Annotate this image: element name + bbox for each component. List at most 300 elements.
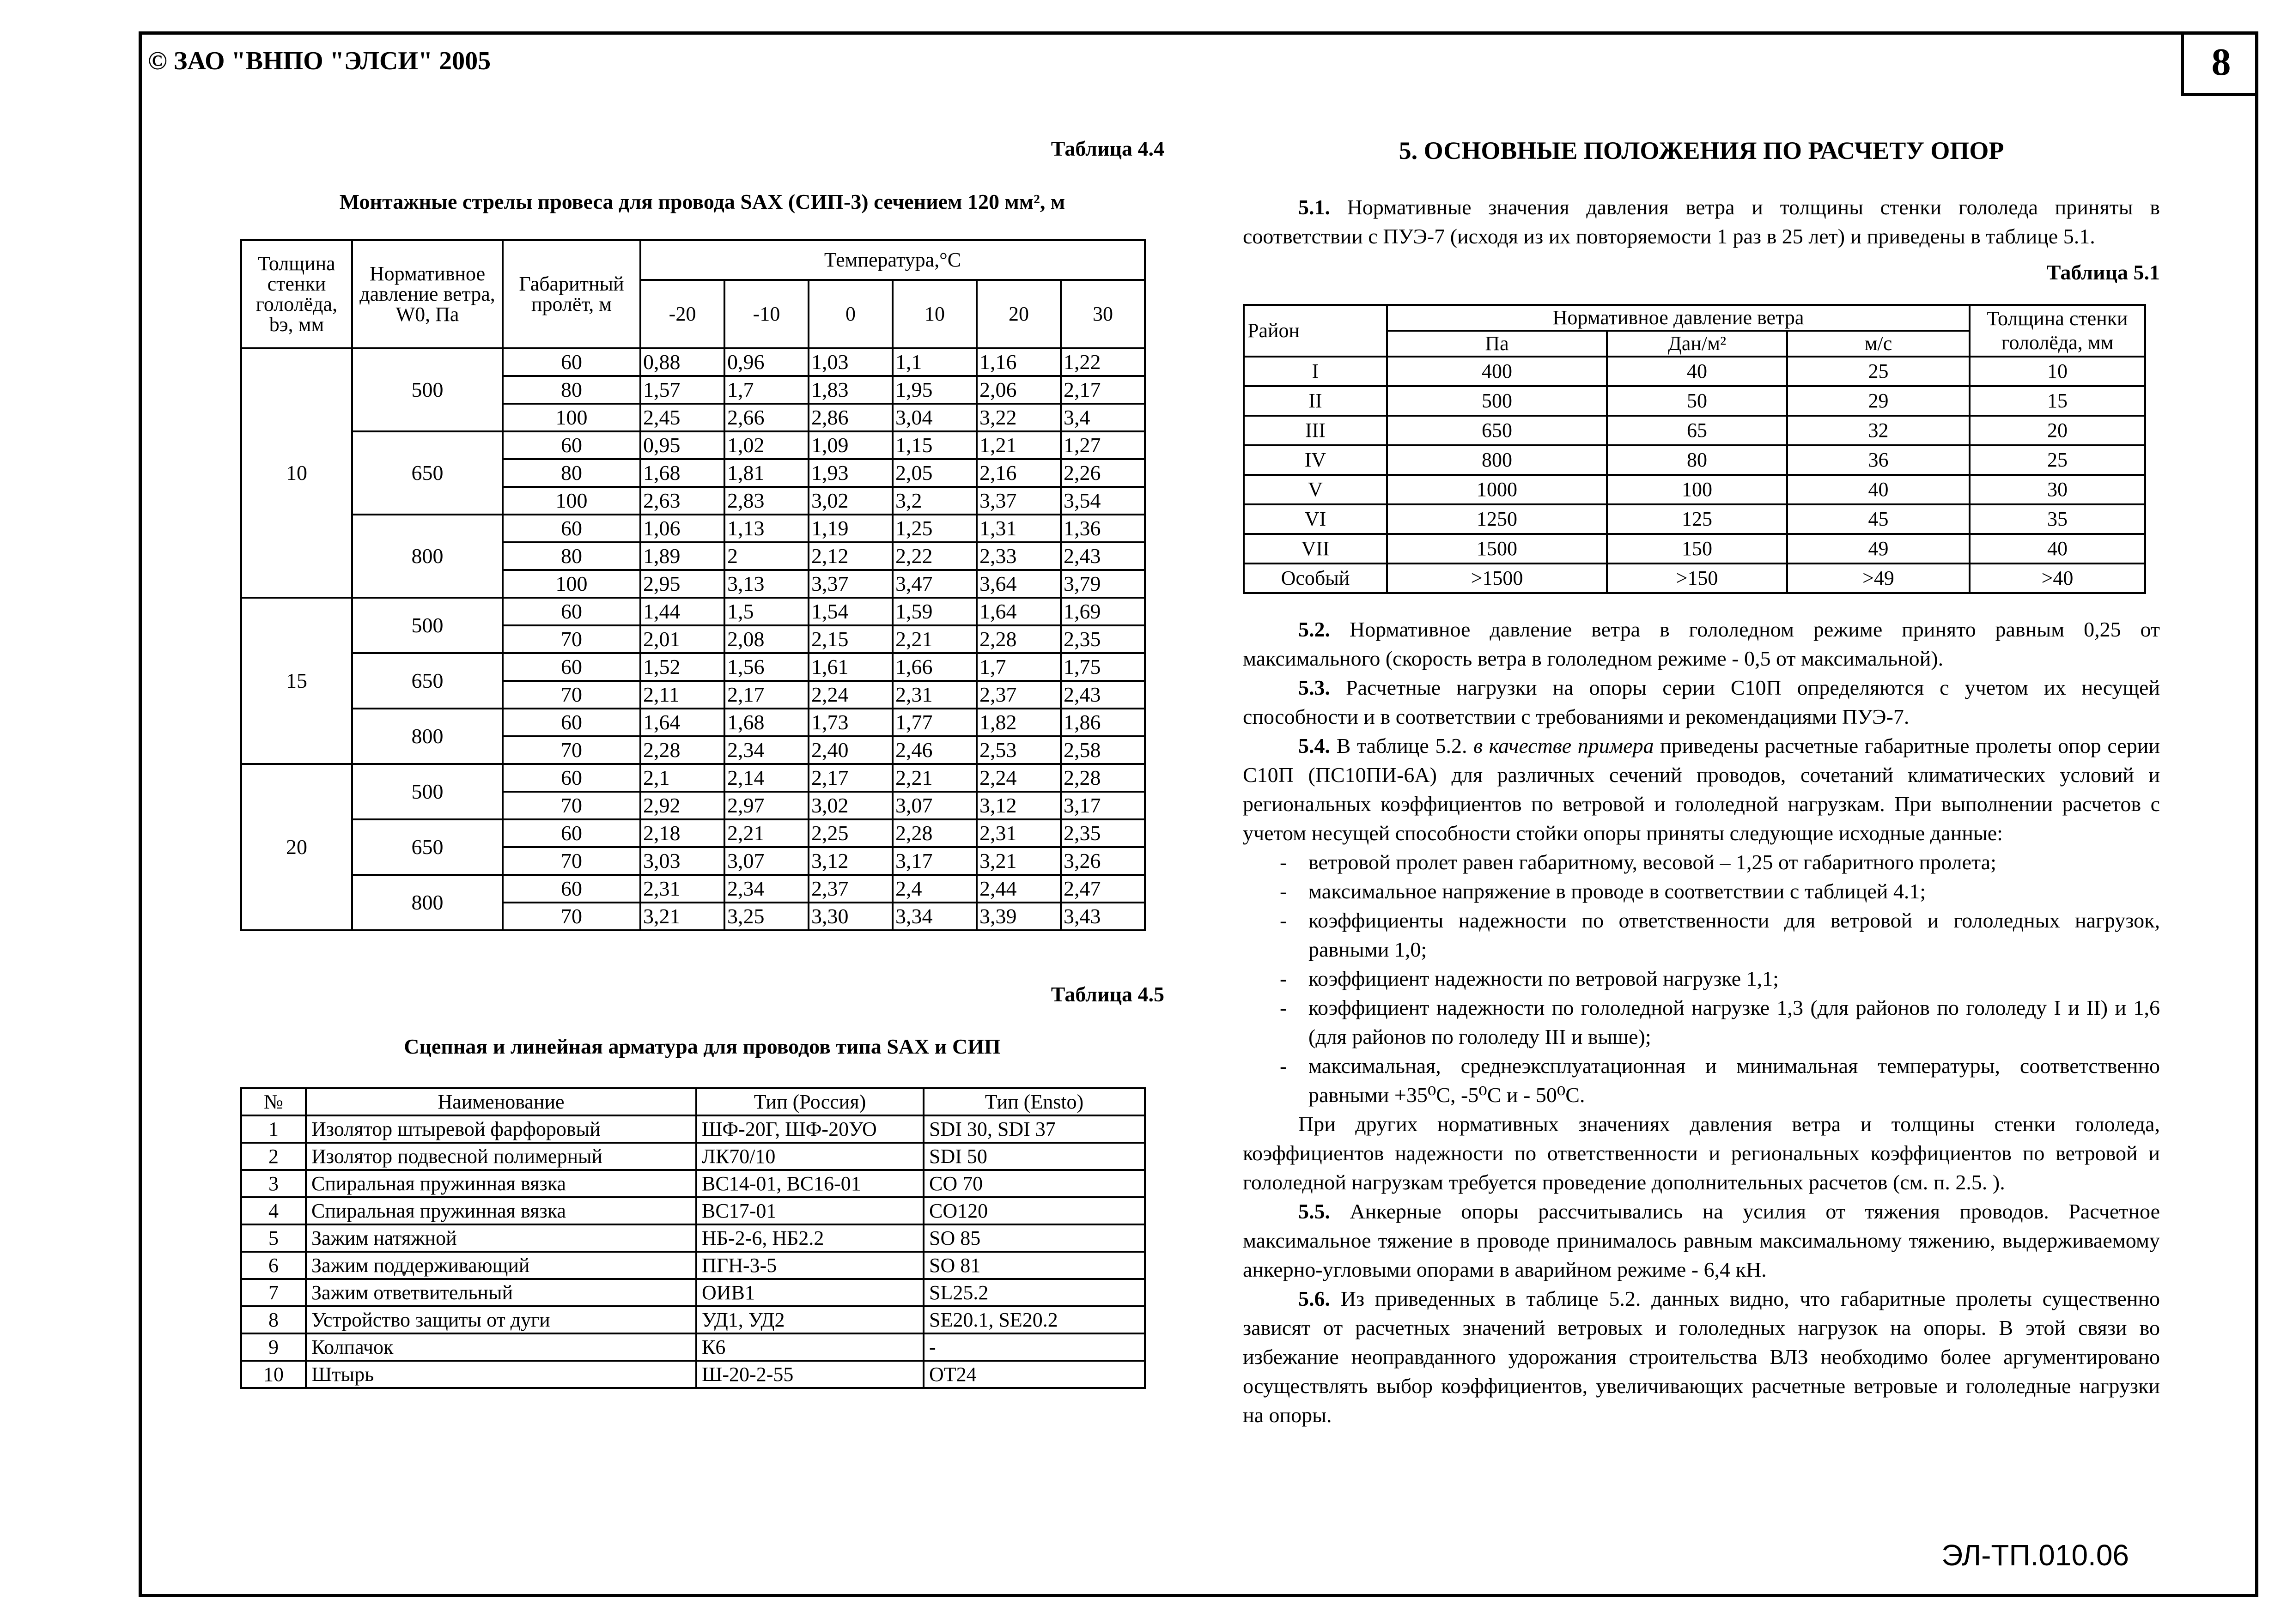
table-4-5-cell: 1 bbox=[241, 1115, 306, 1143]
span-cell: 60 bbox=[503, 819, 640, 847]
paragraph-5-2 bbox=[1243, 615, 2160, 673]
sag-value-cell: 3,17 bbox=[1061, 792, 1145, 819]
col-span-header bbox=[503, 240, 640, 348]
sag-value-cell: 3,26 bbox=[1061, 847, 1145, 875]
table-5-1-cell: VI bbox=[1244, 504, 1387, 534]
sag-value-cell: 2 bbox=[724, 542, 809, 570]
table-row bbox=[241, 1115, 1145, 1143]
span-cell: 60 bbox=[503, 431, 640, 459]
table-5-1-cell: V bbox=[1244, 475, 1387, 504]
sag-value-cell: 3,54 bbox=[1061, 487, 1145, 515]
span-cell: 70 bbox=[503, 792, 640, 819]
copyright-header: © ЗАО "ВНПО "ЭЛСИ" 2005 bbox=[148, 47, 491, 75]
sag-value-cell: 2,15 bbox=[809, 625, 893, 653]
col-ms-header: м/с bbox=[1787, 331, 1970, 357]
table-4-5-cell: 5 bbox=[241, 1224, 306, 1252]
table-row bbox=[1244, 357, 2145, 386]
list-item: - коэффициенты надежности по ответственности для ветровой и гололедных нагрузок, равными 1,0; bbox=[1280, 906, 2160, 964]
sag-value-cell: 3,37 bbox=[809, 570, 893, 598]
table-4-5-cell: CO120 bbox=[924, 1197, 1145, 1224]
p54-text-a: В таблице 5.2. bbox=[1330, 734, 1474, 757]
sag-value-cell: 3,37 bbox=[977, 487, 1061, 515]
table-4-5 bbox=[240, 1087, 1146, 1389]
p53-text: Расчетные нагрузки на опоры серии С10П определяются с учетом их несущей способности и в соответствии с требованиями и рекомендациями ПУЭ-7. bbox=[1243, 676, 2160, 728]
sag-value-cell: 1,69 bbox=[1061, 598, 1145, 625]
table-4-5-cell: - bbox=[924, 1333, 1145, 1361]
list-item: - ветровой пролет равен габаритному, весовой – 1,25 от габаритного пролета; bbox=[1280, 848, 2160, 877]
sag-value-cell: 1,36 bbox=[1061, 515, 1145, 542]
sag-value-cell: 2,28 bbox=[1061, 764, 1145, 792]
table-5-1-cell: 40 bbox=[1787, 475, 1970, 504]
wind-pressure-cell: 500 bbox=[352, 598, 503, 653]
span-cell: 70 bbox=[503, 847, 640, 875]
sag-value-cell: 1,54 bbox=[809, 598, 893, 625]
sag-value-cell: 1,93 bbox=[809, 459, 893, 487]
sag-value-cell: 2,37 bbox=[809, 875, 893, 903]
col-wind-text: Нормативное давление ветра, W0, Па bbox=[359, 262, 495, 326]
sag-value-cell: 3,64 bbox=[977, 570, 1061, 598]
col-dan-header: Дан/м² bbox=[1607, 331, 1787, 357]
paragraph-5-3 bbox=[1243, 673, 2160, 731]
p51-text: Нормативные значения давления ветра и толщины стенки гололеда приняты в соответствии с ПУЭ-7 (исходя из их повторяемости 1 раз в 25 лет) и приведены в таблице 5.1. bbox=[1243, 195, 2160, 248]
span-cell: 60 bbox=[503, 875, 640, 903]
sag-value-cell: 1,83 bbox=[809, 376, 893, 404]
sag-value-cell: 3,12 bbox=[809, 847, 893, 875]
wind-pressure-cell: 650 bbox=[352, 653, 503, 709]
table-row bbox=[241, 598, 1145, 625]
sag-value-cell: 0,88 bbox=[640, 348, 724, 376]
sag-value-cell: 1,68 bbox=[640, 459, 724, 487]
ice-thickness-cell: 15 bbox=[241, 598, 352, 764]
table-4-5-title: Сцепная и линейная арматура для проводов типа SAX и СИП bbox=[404, 1035, 1001, 1058]
table-5-1-cell: 25 bbox=[1787, 357, 1970, 386]
sag-value-cell: 3,25 bbox=[724, 903, 809, 930]
sag-value-cell: 1,75 bbox=[1061, 653, 1145, 681]
table-4-5-header: Тип (Ensto) bbox=[924, 1088, 1145, 1115]
sag-value-cell: 2,35 bbox=[1061, 625, 1145, 653]
table-5-1-cell: 150 bbox=[1607, 534, 1787, 564]
section-5-title: 5. ОСНОВНЫЕ ПОЛОЖЕНИЯ ПО РАСЧЕТУ ОПОР bbox=[1399, 137, 2004, 164]
table-5-1-cell: 40 bbox=[1970, 534, 2145, 564]
span-cell: 70 bbox=[503, 681, 640, 709]
table-5-1-cell: IV bbox=[1244, 445, 1387, 475]
table-4-5-cell: Штырь bbox=[306, 1361, 696, 1388]
table-4-5-cell: 9 bbox=[241, 1333, 306, 1361]
table-5-1-cell: 35 bbox=[1970, 504, 2145, 534]
wind-pressure-cell: 800 bbox=[352, 875, 503, 930]
span-cell: 100 bbox=[503, 570, 640, 598]
table-5-1-cell: II bbox=[1244, 386, 1387, 416]
table-5-1-cell: 400 bbox=[1387, 357, 1607, 386]
ice-thickness-cell: 10 bbox=[241, 348, 352, 598]
col-ice-header bbox=[241, 240, 352, 348]
sag-value-cell: 2,14 bbox=[724, 764, 809, 792]
sag-value-cell: 1,15 bbox=[893, 431, 977, 459]
sag-value-cell: 2,25 bbox=[809, 819, 893, 847]
sag-value-cell: 3,07 bbox=[724, 847, 809, 875]
table-5-1-cell: Особый bbox=[1244, 564, 1387, 593]
sag-value-cell: 1,06 bbox=[640, 515, 724, 542]
table-row bbox=[241, 431, 1145, 459]
sag-value-cell: 2,1 bbox=[640, 764, 724, 792]
table-5-1-cell: 45 bbox=[1787, 504, 1970, 534]
table-5-1-cell: >49 bbox=[1787, 564, 1970, 593]
table-4-5-cell: SDI 50 bbox=[924, 1143, 1145, 1170]
table-row bbox=[1244, 386, 2145, 416]
sag-value-cell: 3,43 bbox=[1061, 903, 1145, 930]
sag-value-cell: 1,7 bbox=[724, 376, 809, 404]
sag-value-cell: 2,16 bbox=[977, 459, 1061, 487]
paragraph-other: При других нормативных значениях давления ветра и толщины стенки гололеда, коэффициентов надежности по ответственности и региональных коэффициентов по ветровой и гололедной нагрузкам требуется проведение дополнительных расчетов (см. п. 2.5. ). bbox=[1243, 1112, 2160, 1194]
sag-value-cell: 1,25 bbox=[893, 515, 977, 542]
sag-value-cell: 3,21 bbox=[640, 903, 724, 930]
sag-value-cell: 2,53 bbox=[977, 736, 1061, 764]
table-5-1-cell: 30 bbox=[1970, 475, 2145, 504]
wind-pressure-cell: 500 bbox=[352, 348, 503, 431]
sag-value-cell: 2,05 bbox=[893, 459, 977, 487]
sag-value-cell: 3,34 bbox=[893, 903, 977, 930]
col-wind-pressure-header: Нормативное давление ветра bbox=[1387, 305, 1970, 331]
sag-value-cell: 3,02 bbox=[809, 487, 893, 515]
table-4-5-cell: ПГН-3-5 bbox=[696, 1252, 924, 1279]
sag-value-cell: 2,43 bbox=[1061, 542, 1145, 570]
sag-value-cell: 2,63 bbox=[640, 487, 724, 515]
sag-value-cell: 2,17 bbox=[1061, 376, 1145, 404]
table-row bbox=[241, 1170, 1145, 1197]
table-5-1-cell: >40 bbox=[1970, 564, 2145, 593]
sag-value-cell: 2,44 bbox=[977, 875, 1061, 903]
sag-value-cell: 3,47 bbox=[893, 570, 977, 598]
span-cell: 60 bbox=[503, 515, 640, 542]
sag-value-cell: 1,64 bbox=[640, 709, 724, 736]
sag-value-cell: 2,92 bbox=[640, 792, 724, 819]
table-row bbox=[241, 764, 1145, 792]
sag-value-cell: 2,21 bbox=[724, 819, 809, 847]
table-4-5-cell: К6 bbox=[696, 1333, 924, 1361]
table-4-5-cell: SO 85 bbox=[924, 1224, 1145, 1252]
temp-header: -20 bbox=[640, 280, 724, 348]
sag-value-cell: 1,59 bbox=[893, 598, 977, 625]
sag-value-cell: 3,4 bbox=[1061, 404, 1145, 431]
sag-value-cell: 1,21 bbox=[977, 431, 1061, 459]
span-cell: 100 bbox=[503, 404, 640, 431]
table-4-5-cell: ВС14-01, ВС16-01 bbox=[696, 1170, 924, 1197]
span-cell: 100 bbox=[503, 487, 640, 515]
table-row bbox=[241, 515, 1145, 542]
span-cell: 80 bbox=[503, 376, 640, 404]
sag-value-cell: 2,21 bbox=[893, 764, 977, 792]
sag-value-cell: 2,33 bbox=[977, 542, 1061, 570]
table-5-1-cell: VII bbox=[1244, 534, 1387, 564]
sag-value-cell: 2,83 bbox=[724, 487, 809, 515]
table-4-5-cell: ШФ-20Г, ШФ-20УО bbox=[696, 1115, 924, 1143]
sag-value-cell: 2,34 bbox=[724, 736, 809, 764]
paragraph-5-6 bbox=[1243, 1284, 2160, 1430]
table-row bbox=[241, 1252, 1145, 1279]
sag-value-cell: 1,13 bbox=[724, 515, 809, 542]
sag-value-cell: 1,89 bbox=[640, 542, 724, 570]
p53-num: 5.3. bbox=[1298, 676, 1330, 699]
table-5-1-cell: >150 bbox=[1607, 564, 1787, 593]
table-4-5-cell: CO 70 bbox=[924, 1170, 1145, 1197]
table-5-1-cell: 15 bbox=[1970, 386, 2145, 416]
table-row bbox=[1244, 504, 2145, 534]
sag-value-cell: 2,26 bbox=[1061, 459, 1145, 487]
sag-value-cell: 1,52 bbox=[640, 653, 724, 681]
ice-thickness-cell: 20 bbox=[241, 764, 352, 930]
table-5-1-cell: 65 bbox=[1607, 416, 1787, 445]
table-row bbox=[1244, 475, 2145, 504]
table-row bbox=[1244, 445, 2145, 475]
table-5-1-cell: 100 bbox=[1607, 475, 1787, 504]
sag-value-cell: 2,97 bbox=[724, 792, 809, 819]
sag-value-cell: 2,28 bbox=[893, 819, 977, 847]
wind-pressure-cell: 800 bbox=[352, 709, 503, 764]
table-4-5-cell: Ш-20-2-55 bbox=[696, 1361, 924, 1388]
table-4-5-cell: 2 bbox=[241, 1143, 306, 1170]
sag-value-cell: 3,07 bbox=[893, 792, 977, 819]
sag-value-cell: 3,02 bbox=[809, 792, 893, 819]
list-item: - максимальная, среднеэксплуатационная и минимальная температуры, соответственно равными +35⁰С, -5⁰С и - 50⁰С. bbox=[1280, 1051, 2160, 1109]
col-pa-header: Па bbox=[1387, 331, 1607, 357]
table-row bbox=[241, 1143, 1145, 1170]
sag-value-cell: 2,08 bbox=[724, 625, 809, 653]
sag-value-cell: 3,79 bbox=[1061, 570, 1145, 598]
sag-value-cell: 2,40 bbox=[809, 736, 893, 764]
span-cell: 60 bbox=[503, 598, 640, 625]
table-row bbox=[241, 819, 1145, 847]
sag-value-cell: 1,57 bbox=[640, 376, 724, 404]
sag-value-cell: 1,1 bbox=[893, 348, 977, 376]
table-4-5-cell: 4 bbox=[241, 1197, 306, 1224]
sag-value-cell: 2,01 bbox=[640, 625, 724, 653]
table-4-5-cell: SE20.1, SE20.2 bbox=[924, 1306, 1145, 1333]
table-4-5-cell: Изолятор штыревой фарфоровый bbox=[306, 1115, 696, 1143]
paragraph-5-1 bbox=[1243, 193, 2160, 251]
paragraph-5-4 bbox=[1243, 731, 2160, 848]
table-row bbox=[241, 653, 1145, 681]
sag-value-cell: 2,86 bbox=[809, 404, 893, 431]
sag-value-cell: 2,34 bbox=[724, 875, 809, 903]
table-row bbox=[1244, 416, 2145, 445]
table-4-5-cell: 8 bbox=[241, 1306, 306, 1333]
sag-value-cell: 2,45 bbox=[640, 404, 724, 431]
table-5-1-cell: 40 bbox=[1607, 357, 1787, 386]
sag-value-cell: 3,30 bbox=[809, 903, 893, 930]
table-4-5-cell: Спиральная пружинная вязка bbox=[306, 1197, 696, 1224]
sag-value-cell: 3,39 bbox=[977, 903, 1061, 930]
span-cell: 70 bbox=[503, 736, 640, 764]
sag-value-cell: 2,18 bbox=[640, 819, 724, 847]
table-4-5-header: Тип (Россия) bbox=[696, 1088, 924, 1115]
sag-value-cell: 1,68 bbox=[724, 709, 809, 736]
p52-text: Нормативное давление ветра в гололедном режиме принято равным 0,25 от максимального (скорость ветра в гололедном режиме - 0,5 от максимальной). bbox=[1243, 618, 2160, 670]
list-item: - коэффициент надежности по гололедной нагрузке 1,3 (для районов по гололеду I и II) и 1,6 (для районов по гололеду III и выше); bbox=[1280, 993, 2160, 1051]
table-row bbox=[241, 875, 1145, 903]
table-row bbox=[241, 1197, 1145, 1224]
wind-pressure-cell: 500 bbox=[352, 764, 503, 819]
table-4-5-cell: Колпачок bbox=[306, 1333, 696, 1361]
sag-value-cell: 1,22 bbox=[1061, 348, 1145, 376]
sag-value-cell: 3,12 bbox=[977, 792, 1061, 819]
table-5-1-cell: 32 bbox=[1787, 416, 1970, 445]
span-cell: 60 bbox=[503, 709, 640, 736]
table-5-1-cell: 49 bbox=[1787, 534, 1970, 564]
sag-value-cell: 1,27 bbox=[1061, 431, 1145, 459]
table-row bbox=[241, 709, 1145, 736]
sag-value-cell: 2,22 bbox=[893, 542, 977, 570]
sag-value-cell: 2,11 bbox=[640, 681, 724, 709]
sag-value-cell: 2,31 bbox=[640, 875, 724, 903]
sag-value-cell: 1,02 bbox=[724, 431, 809, 459]
table-4-5-cell: SL25.2 bbox=[924, 1279, 1145, 1306]
sag-value-cell: 2,24 bbox=[809, 681, 893, 709]
sag-value-cell: 1,5 bbox=[724, 598, 809, 625]
sag-value-cell: 1,03 bbox=[809, 348, 893, 376]
col-ice-text: Толщина стенки гололёда, bэ, мм bbox=[255, 252, 338, 336]
sag-value-cell: 2,24 bbox=[977, 764, 1061, 792]
sag-value-cell: 2,06 bbox=[977, 376, 1061, 404]
sag-value-cell: 2,12 bbox=[809, 542, 893, 570]
span-cell: 60 bbox=[503, 764, 640, 792]
table-4-5-cell: 7 bbox=[241, 1279, 306, 1306]
table-row bbox=[241, 1224, 1145, 1252]
table-5-1-cell: 1500 bbox=[1387, 534, 1607, 564]
temp-header: -10 bbox=[724, 280, 809, 348]
sag-value-cell: 1,31 bbox=[977, 515, 1061, 542]
table-5-1-cell: 29 bbox=[1787, 386, 1970, 416]
table-5-1 bbox=[1243, 304, 2146, 594]
table-row bbox=[241, 1306, 1145, 1333]
wind-pressure-cell: 800 bbox=[352, 515, 503, 598]
sag-value-cell: 1,77 bbox=[893, 709, 977, 736]
table-5-1-cell: 25 bbox=[1970, 445, 2145, 475]
span-cell: 60 bbox=[503, 653, 640, 681]
sag-value-cell: 1,64 bbox=[977, 598, 1061, 625]
table-4-5-cell: Зажим поддерживающий bbox=[306, 1252, 696, 1279]
table-5-1-cell: III bbox=[1244, 416, 1387, 445]
table-5-1-cell: 50 bbox=[1607, 386, 1787, 416]
list-item: - коэффициент надежности по ветровой нагрузке 1,1; bbox=[1280, 964, 2160, 993]
sag-value-cell: 0,95 bbox=[640, 431, 724, 459]
temp-header: 10 bbox=[893, 280, 977, 348]
p56-text: Из приведенных в таблице 5.2. данных видно, что габаритные пролеты существенно зависят от расчетных значений ветровых и гололедных нагрузок на опоры. В этой связи во избежание неоправданного удорожания строительства ВЛЗ необходимо более аргументировано осуществлять выбор коэффициентов, увеличивающих расчетные ветровые и гололедные нагрузки на опоры. bbox=[1243, 1287, 2160, 1427]
sag-value-cell: 1,19 bbox=[809, 515, 893, 542]
sag-value-cell: 1,09 bbox=[809, 431, 893, 459]
sag-value-cell: 3,2 bbox=[893, 487, 977, 515]
p55-num: 5.5. bbox=[1298, 1200, 1330, 1223]
table-5-1-cell: 10 bbox=[1970, 357, 2145, 386]
table-row bbox=[241, 348, 1145, 376]
right-column bbox=[1243, 136, 2160, 1430]
sag-value-cell: 1,66 bbox=[893, 653, 977, 681]
table-row bbox=[241, 1279, 1145, 1306]
sag-value-cell: 2,31 bbox=[893, 681, 977, 709]
span-cell: 60 bbox=[503, 348, 640, 376]
p54-text-b: приведены расчетные габаритные пролеты опор серии С10П (ПС10ПИ-6А) для различных сечений проводов, сочетаний климатических условий и региональных коэффициентов по ветровой и гололедной нагрузкам. При выполнении расчетов с учетом несущей способности стойки опоры приняты следующие исходные данные: bbox=[1243, 734, 2160, 845]
wind-pressure-cell: 650 bbox=[352, 431, 503, 515]
sag-value-cell: 2,17 bbox=[724, 681, 809, 709]
sag-value-cell: 2,21 bbox=[893, 625, 977, 653]
sag-value-cell: 1,82 bbox=[977, 709, 1061, 736]
sag-value-cell: 2,46 bbox=[893, 736, 977, 764]
table-5-1-cell: >1500 bbox=[1387, 564, 1607, 593]
table-4-5-cell: УД1, УД2 bbox=[696, 1306, 924, 1333]
p55-text: Анкерные опоры рассчитывались на усилия от тяжения проводов. Расчетное максимальное тяжение в проводе принималось равным максимальному тяжению, выдерживаемому анкерно-угловыми опорами в аварийном режиме - 6,4 кН. bbox=[1243, 1200, 2160, 1281]
table-5-1-cell: 80 bbox=[1607, 445, 1787, 475]
table-4-5-header: Наименование bbox=[306, 1088, 696, 1115]
sag-value-cell: 2,28 bbox=[977, 625, 1061, 653]
wind-pressure-cell: 650 bbox=[352, 819, 503, 875]
table-4-5-cell: НБ-2-6, НБ2.2 bbox=[696, 1224, 924, 1252]
sag-value-cell: 2,43 bbox=[1061, 681, 1145, 709]
temp-header: 30 bbox=[1061, 280, 1145, 348]
table-5-1-cell: 500 bbox=[1387, 386, 1607, 416]
sag-value-cell: 2,47 bbox=[1061, 875, 1145, 903]
table-5-1-cell: 650 bbox=[1387, 416, 1607, 445]
sag-value-cell: 2,31 bbox=[977, 819, 1061, 847]
table-4-5-cell: 6 bbox=[241, 1252, 306, 1279]
table-row bbox=[1244, 564, 2145, 593]
col-temp-header: Температура,°С bbox=[640, 240, 1145, 280]
span-cell: 70 bbox=[503, 625, 640, 653]
sag-value-cell: 1,44 bbox=[640, 598, 724, 625]
table-4-5-cell: ВС17-01 bbox=[696, 1197, 924, 1224]
sag-value-cell: 2,37 bbox=[977, 681, 1061, 709]
sag-value-cell: 1,86 bbox=[1061, 709, 1145, 736]
span-cell: 80 bbox=[503, 542, 640, 570]
table-4-5-header: № bbox=[241, 1088, 306, 1115]
table-4-5-cell: SDI 30, SDI 37 bbox=[924, 1115, 1145, 1143]
sag-value-cell: 1,56 bbox=[724, 653, 809, 681]
sag-value-cell: 1,16 bbox=[977, 348, 1061, 376]
sag-value-cell: 2,95 bbox=[640, 570, 724, 598]
p51-num: 5.1. bbox=[1298, 195, 1330, 219]
p56-num: 5.6. bbox=[1298, 1287, 1330, 1310]
sag-value-cell: 3,03 bbox=[640, 847, 724, 875]
table-5-1-cell: 125 bbox=[1607, 504, 1787, 534]
temp-header: 20 bbox=[977, 280, 1061, 348]
sag-value-cell: 3,17 bbox=[893, 847, 977, 875]
col-span-text: Габаритный пролёт, м bbox=[519, 273, 624, 315]
span-cell: 70 bbox=[503, 903, 640, 930]
sag-value-cell: 3,13 bbox=[724, 570, 809, 598]
sag-value-cell: 0,96 bbox=[724, 348, 809, 376]
table-4-5-cell: Изолятор подвесной полимерный bbox=[306, 1143, 696, 1170]
sag-value-cell: 2,58 bbox=[1061, 736, 1145, 764]
table-4-5-cell: ЛК70/10 bbox=[696, 1143, 924, 1170]
table-5-1-cell: I bbox=[1244, 357, 1387, 386]
table-4-5-cell: Зажим натяжной bbox=[306, 1224, 696, 1252]
left-column bbox=[240, 136, 1164, 1389]
table-5-1-cell: 36 bbox=[1787, 445, 1970, 475]
table-row bbox=[241, 1361, 1145, 1388]
paragraph-5-5 bbox=[1243, 1197, 2160, 1284]
sag-value-cell: 3,21 bbox=[977, 847, 1061, 875]
table-4-5-cell: 3 bbox=[241, 1170, 306, 1197]
table-4-5-cell: Зажим ответвительный bbox=[306, 1279, 696, 1306]
sag-value-cell: 2,28 bbox=[640, 736, 724, 764]
temp-header: 0 bbox=[809, 280, 893, 348]
sag-value-cell: 1,81 bbox=[724, 459, 809, 487]
table-4-5-cell: Спиральная пружинная вязка bbox=[306, 1170, 696, 1197]
sag-value-cell: 3,04 bbox=[893, 404, 977, 431]
sag-value-cell: 1,61 bbox=[809, 653, 893, 681]
table-5-1-label: Таблица 5.1 bbox=[2046, 261, 2160, 284]
assumptions-list bbox=[1243, 848, 2160, 1109]
sag-value-cell: 2,66 bbox=[724, 404, 809, 431]
table-4-5-cell: Устройство защиты от дуги bbox=[306, 1306, 696, 1333]
